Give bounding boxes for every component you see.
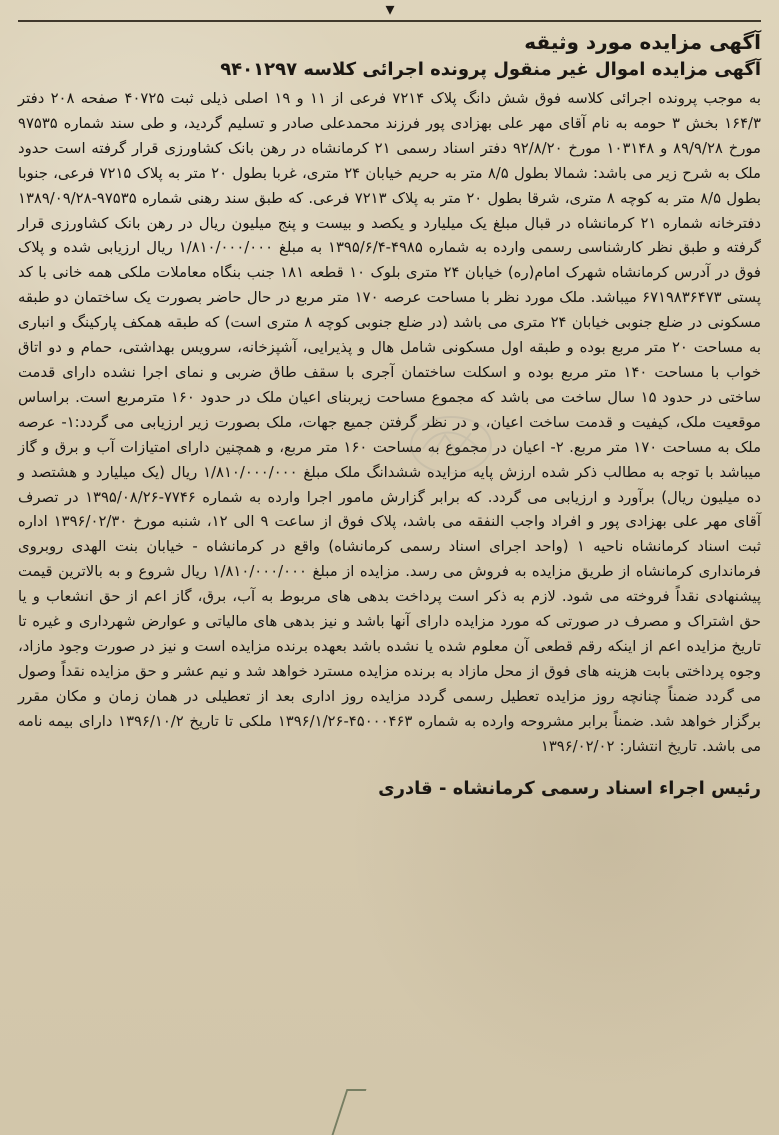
notice-subhead: آگهی مزایده اموال غیر منقول پرونده اجرائی کلاسه ۹۴۰۱۲۹۷ (220, 59, 761, 80)
top-rule (18, 20, 761, 22)
notice-signature: رئیس اجراء اسناد رسمی کرمانشاه - قادری (378, 778, 761, 800)
bottom-crease (332, 1089, 367, 1135)
notice-body: به موجب پرونده اجرائی کلاسه فوق شش دانگ پلاک ۷۲۱۴ فرعی از ۱۱ و ۱۹ اصلی ذیلی ثبت ۴۰۷۲۵ صفحه ۲۰۸ دفتر ۱۶۴/۳ بخش ۳ حومه به نام آقای مهر علی بهزادی پور فرزند محمدعلی صادر و تسلیم گردید، و طی سند شماره ۹۷۵۳۵ مورخ ۸۹/۹/۲۸ و ۱۰۳۱۴۸ مورخ ۹۲/۸/۲۰ دفتر اسناد رسمی ۲۱ کرمانشاه در رهن بانک کشاورزی قرار گرفته است حدود ملک به شرح زیر می باشد: شمالا بطول ۸/۵ متر به حریم خیابان ۲۴ متری، غربا بطول ۲۰ متر به پلاک ۷۲۱۵ فرعی، جنوبا بطول ۸/۵ متر به کوچه ۸ متری، شرقا بطول ۲۰ متر به پلاک ۷۲۱۳ فرعی. که طبق سند رهنی شماره ۹۷۵۳۵-۱۳۸۹/۰۹/۲۸ دفترخانه شماره ۲۱ کرمانشاه در قبال مبلغ یک میلیارد و یکصد و بیست و پنج میلیون ریال در رهن بانک کشاورزی قرار گرفته و طبق نظر کارشناسی رسمی وارده به شماره ۴۹۸۵-۱۳۹۵/۶/۴ به مبلغ ۱/۸۱۰/۰۰۰/۰۰۰ ریال ارزیابی شده و پلاک فوق در آدرس کرمانشاه شهرک امام(ره) خیابان ۲۴ متری بلوک ۱۰ قطعه ۱۸۱ جنب بنگاه معاملات ملکی همه خانی با کد پستی ۶۷۱۹۸۳۶۴۷۳ میباشد. ملک مورد نظر با مساحت عرصه ۱۷۰ متر مربع در حال حاضر بصورت یک ساختمان دو طبقه مسکونی در ضلع جنوبی خیابان ۲۴ متری می باشد (در ضلع جنوبی کوچه ۸ متری است) که طبقه همکف پارکینگ و انباری به مساحت ۲۰ متر مربع بوده و طبقه اول مسکونی شامل هال و پذیرایی، آشپزخانه، سرویس بهداشتی، حمام و دو اتاق خواب با مساحت ۱۴۰ متر مربع بوده و اسکلت ساختمان آجری با سقف طاق ضربی و نمای اجرا نشده دارای قدمت ساختی در حدود ۱۵ سال ساخت می باشد که مجموع مساحت زیربنای اعیان ملک در حدود ۱۶۰ مترمربع است. براساس موقعیت ملک، کیفیت و قدمت ساخت اعیان، و در نظر گرفتن جمیع جهات، ملک بصورت زیر ارزیابی می گردد:۱- عرصه ملک به مساحت ۱۷۰ متر مربع. ۲- اعیان در مجموع به مساحت ۱۶۰ متر مربع، و همچنین دارای امتیازات آب و برق و گاز میباشد با توجه به مطالب ذکر شده ارزش پایه مزایده ششدانگ ملک مبلغ ۱/۸۱۰/۰۰۰/۰۰۰ ریال (یک میلیارد و هشتصد و ده میلیون ریال) برآورد و ارزیابی می گردد. که برابر گزارش مامور اجرا وارده به شماره ۷۷۴۶-۱۳۹۵/۰۸/۲۶ در تصرف آقای مهر علی بهزادی پور و افراد واجب النفقه می باشد، پلاک فوق از ساعت ۹ الی ۱۲، شنبه مورخ ۱۳۹۶/۰۲/۳۰ اداره ثبت اسناد کرمانشاه ناحیه ۱ (واحد اجرای اسناد رسمی کرمانشاه) واقع در کرمانشاه - خیابان بنت الهدی روبروی فرمانداری کرمانشاه از طریق مزایده به فروش می رسد. مزایده از مبلغ ۱/۸۱۰/۰۰۰/۰۰۰ ریال شروع و به بالاترین قیمت پیشنهادی نقداً فروخته می شود. لازم به ذکر است پرداخت بدهی های مربوط به آب، برق، گاز اعم از حق انشعاب و یا حق اشتراک و مصرف در صورتی که مورد مزایده دارای آنها باشد و نیز بدهی های مالیاتی و عوارض شهرداری و غیره تا تاریخ مزایده اعم از اینکه رقم قطعی آن معلوم شده یا نشده باشد بعهده برنده مزایده است و نیز در صورت وجود مازاد، وجوه پرداختی بابت هزینه های فوق از محل مازاد به برنده مزایده مسترد خواهد شد و نیم عشر و حق مزایده نقداً وصول می گردد ضمناً چنانچه روز مزایده تعطیل رسمی گردد مزایده روز اداری بعد از تعطیلی در همان زمان و مکان مقرر برگزار خواهد شد. ضمناً برابر مشروحه وارده به شماره ۴۵۰۰۰۴۶۳-۱۳۹۶/۱/۲۶ ملکی تا تاریخ ۱۳۹۶/۱۰/۲ دارای بیمه نامه می باشد. تاریخ انتشار: ۱۳۹۶/۰۲/۰۲ (18, 90, 762, 755)
auction-notice (18, 30, 761, 801)
notice-headline: آگهی مزایده مورد وثیقه (524, 30, 761, 54)
caret-down-icon: ▾ (385, 0, 395, 20)
